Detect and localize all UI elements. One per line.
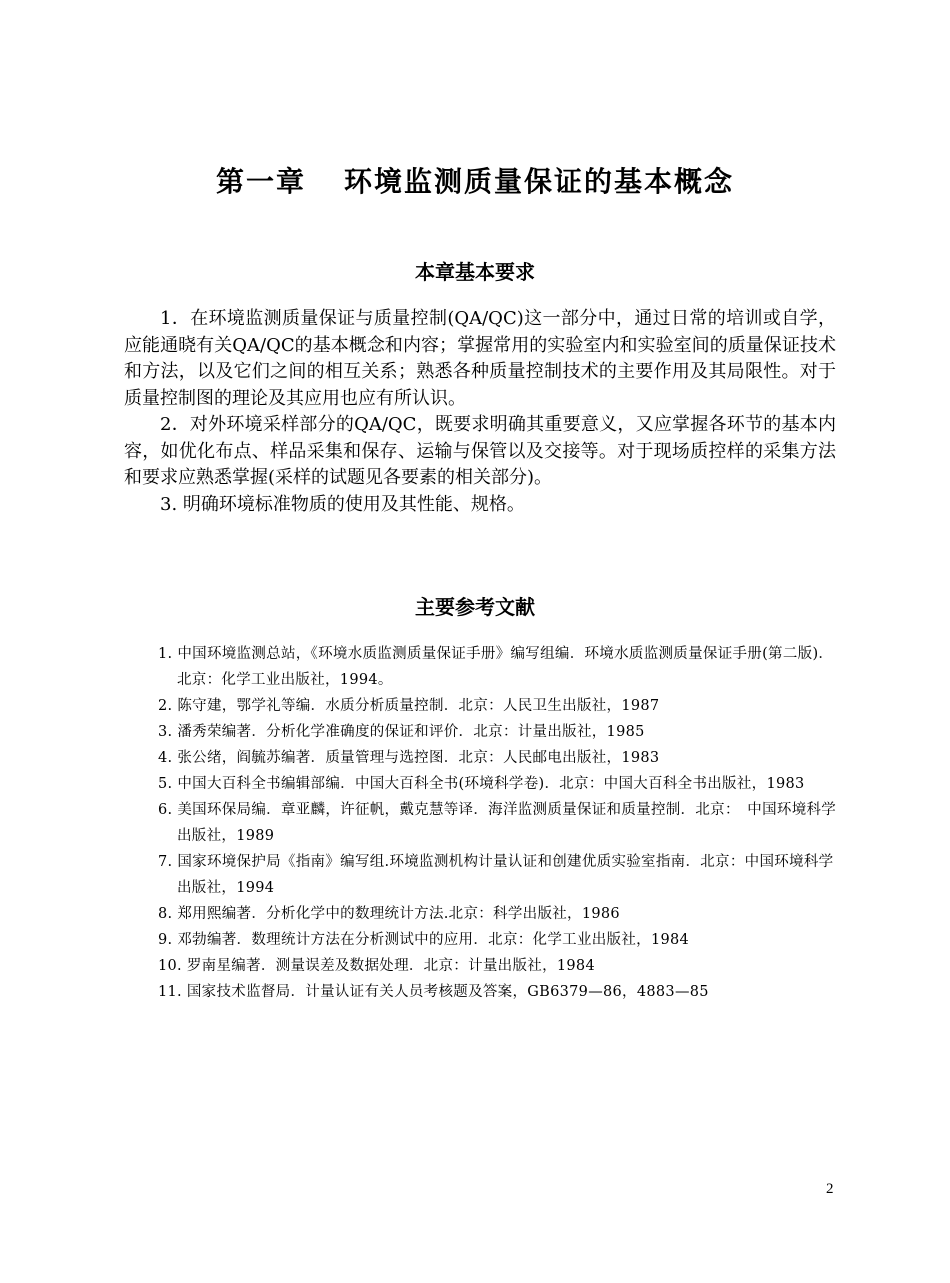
reference-item: 3. 潘秀荣编著．分析化学准确度的保证和评价．北京：计量出版社，1985 <box>158 724 645 740</box>
requirement-item: 1．在环境监测质量保证与质量控制(QA/QC)这一部分中，通过日常的培训或自学，应能通晓有关QA/QC的基本概念和内容；掌握常用的实验室内和实验室间的质量保证技术和方法，以及它们之间的相互关系；熟悉各种质量控制技术的主要作用及其局限性。对于质量控制图的理论及其应用也应有所认识。 <box>124 308 836 409</box>
reference-item: 9. 邓勃编著．数理统计方法在分析测试中的应用．北京：化学工业出版社，1984 <box>158 932 690 948</box>
reference-item: 1. 中国环境监测总站，《环境水质监测质量保证手册》编写组编．环境水质监测质量保证手册(第二版)．北京：化学工业出版社，1994。 <box>158 646 834 688</box>
reference-item: 2. 陈守建，鄂学礼等编．水质分析质量控制．北京：人民卫生出版社，1987 <box>158 698 660 714</box>
requirements-heading: 本章基本要求 <box>415 260 535 284</box>
chapter-title <box>0 162 950 202</box>
reference-item: 7. 国家环境保护局《指南》编写组.环境监测机构计量认证和创建优质实验室指南．北京：中国环境科学出版社，1994 <box>158 854 834 896</box>
reference-item: 5. 中国大百科全书编辑部编．中国大百科全书(环境科学卷)．北京：中国大百科全书出版社，1983 <box>158 776 805 792</box>
page-number: 2 <box>826 1181 834 1197</box>
reference-item: 4. 张公绪，阎毓苏编著．质量管理与选控图．北京：人民邮电出版社，1983 <box>158 750 660 766</box>
requirements-body <box>124 306 836 518</box>
requirement-item: 3. 明确环境标准物质的使用及其性能、规格。 <box>160 493 525 515</box>
references-heading: 主要参考文献 <box>415 595 535 619</box>
reference-item: 11. 国家技术监督局．计量认证有关人员考核题及答案，GB6379—86，4883—85 <box>158 984 709 1000</box>
reference-item: 6. 美国环保局编．章亚麟，许征帆，戴克慧等译．海洋监测质量保证和质量控制．北京： 中国环境科学出版社，1989 <box>158 802 837 844</box>
reference-list <box>158 641 838 1005</box>
reference-item: 8. 郑用熙编著．分析化学中的数理统计方法.北京：科学出版社，1986 <box>158 906 620 922</box>
requirement-item: 2．对外环境采样部分的QA/QC，既要求明确其重要意义，又应掌握各环节的基本内容，如优化布点、样品采集和保存、运输与保管以及交接等。对于现场质控样的采集方法和要求应熟悉掌握(采样的试题见各要素的相关部分)。 <box>124 414 836 488</box>
reference-item: 10. 罗南星编著．测量误差及数据处理．北京：计量出版社，1984 <box>158 958 595 974</box>
chapter-label: 第一章 <box>215 165 306 198</box>
chapter-heading: 环境监测质量保证的基本概念 <box>344 165 735 198</box>
